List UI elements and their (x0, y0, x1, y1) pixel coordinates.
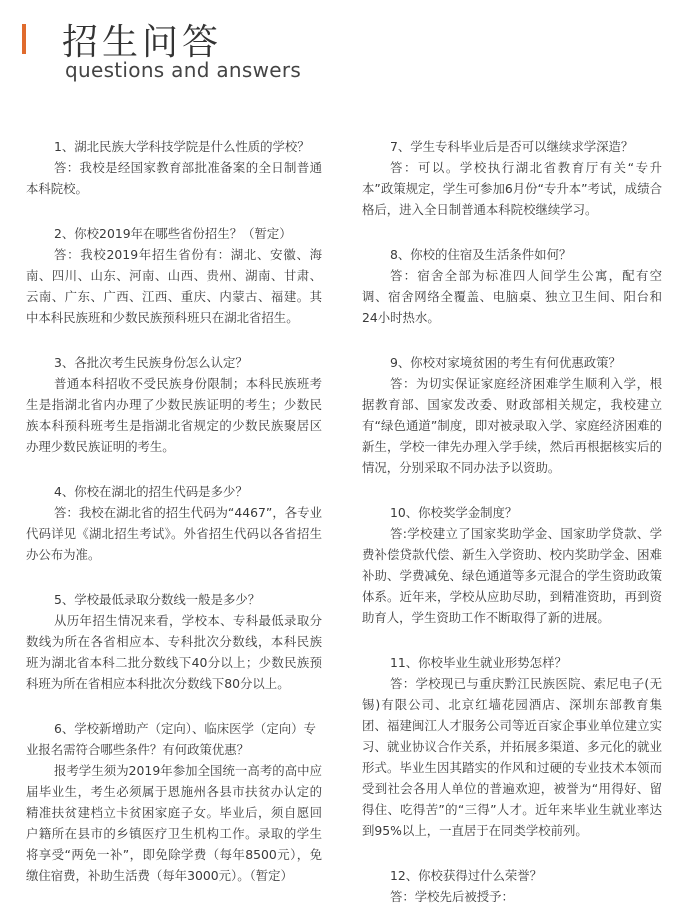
answer: 答：我校2019年招生省份有：湖北、安徽、海南、四川、山东、河南、山西、贵州、湖南、甘肃、云南、广东、广西、江西、重庆、内蒙古、福建。其中本科民族班和少数民族预科班只在湖北省招生。 (26, 247, 322, 325)
answer: 答:学校建立了国家奖助学金、国家助学贷款、学费补偿贷款代偿、新生入学资助、校内奖助学金、困难补助、学费减免、绿色通道等多元混合的学生资助政策体系。近年来，学校从应助尽助，到精准资助，再到资助育人，学生资助工作不断取得了新的进展。 (362, 526, 662, 625)
question: 7、学生专科毕业后是否可以继续求学深造？ (390, 139, 634, 154)
qa-item-1 (26, 136, 322, 199)
qa-item-3 (26, 352, 322, 457)
question: 2、你校2019年在哪些省份招生？（暂定） (54, 226, 292, 241)
answer: 答：宿舍全部为标准四人间学生公寓，配有空调、宿舍网络全覆盖、电脑桌、独立卫生间、阳台和24小时热水。 (362, 268, 662, 325)
qa-item-4 (26, 481, 322, 565)
title-accent-bar (22, 24, 26, 54)
qa-item-10 (362, 502, 662, 628)
left-column (26, 136, 322, 886)
answer: 答：学校现已与重庆黔江民族医院、索尼电子(无锡)有限公司、北京红墙花园酒店、深圳东部教育集团、福建闽江人才服务公司等近百家企事业单位建立实习、就业协议合作关系，并拓展多渠道、多元化的就业形式。毕业生因其踏实的作风和过硬的专业技术本领而受到社会各用人单位的普遍欢迎，被誉为“用得好、留得住、吃得苦”的“三得”人才。近年来毕业生就业率达到95%以上，一直居于在同类学校前列。 (362, 676, 662, 838)
question: 11、你校毕业生就业形势怎样？ (390, 655, 567, 670)
question: 10、你校奖学金制度？ (390, 505, 518, 520)
page-title: 招生问答 (62, 22, 223, 63)
question: 6、学校新增助产（定向）、临床医学（定向）专业报名需符合哪些条件？有何政策优惠？ (26, 721, 316, 757)
question: 1、湖北民族大学科技学院是什么性质的学校？ (54, 139, 310, 154)
question: 5、学校最低录取分数线一般是多少？ (54, 592, 261, 607)
answer: 普通本科招收不受民族身份限制；本科民族班考生是指湖北省内办理了少数民族证明的考生；少数民族本科预科班考生是指湖北省规定的少数民族聚居区办理少数民族证明的考生。 (26, 376, 322, 454)
qa-item-9 (362, 352, 662, 478)
answer: 答：学校先后被授予： (390, 889, 514, 904)
qa-item-8 (362, 244, 662, 328)
right-column (362, 136, 662, 907)
answer: 答：我校是经国家教育部批准备案的全日制普通本科院校。 (26, 160, 322, 196)
qa-item-2 (26, 223, 322, 328)
question: 9、你校对家境贫困的考生有何优惠政策？ (390, 355, 621, 370)
answer: 答：可以。学校执行湖北省教育厅有关“专升本”政策规定，学生可参加6月份“专升本”考试，成绩合格后，进入全日制普通本科院校继续学习。 (362, 160, 662, 217)
answer: 答：为切实保证家庭经济困难学生顺利入学，根据教育部、国家发改委、财政部相关规定，我校建立有“绿色通道”制度，即对被录取入学、家庭经济困难的新生，学校一律先办理入学手续，然后再根据核实后的情况，分别采取不同办法予以资助。 (362, 376, 662, 475)
answer: 答：我校在湖北省的招生代码为“4467”，各专业代码详见《湖北招生考试》。外省招生代码以各省招生办公布为准。 (26, 505, 322, 562)
qa-item-7 (362, 136, 662, 220)
page-subtitle: questions and answers (65, 58, 302, 82)
qa-item-12 (362, 865, 662, 907)
question: 4、你校在湖北的招生代码是多少？ (54, 484, 248, 499)
qa-item-11 (362, 652, 662, 841)
question: 12、你校获得过什么荣誉？ (390, 868, 543, 883)
qa-item-5 (26, 589, 322, 694)
question: 8、你校的住宿及生活条件如何？ (390, 247, 572, 262)
qa-item-6 (26, 718, 322, 886)
answer: 报考学生须为2019年参加全国统一高考的高中应届毕业生，考生必须属于恩施州各县市扶贫办认定的精准扶贫建档立卡贫困家庭子女。毕业后，须自愿回户籍所在县市的乡镇医疗卫生机构工作。录取的学生将享受“两免一补”，即免除学费（每年8500元），免缴住宿费，补助生活费（每年3000元）。（暂定） (26, 763, 322, 883)
question: 3、各批次考生民族身份怎么认定？ (54, 355, 248, 370)
answer: 从历年招生情况来看，学校本、专科最低录取分数线为所在各省相应本、专科批次分数线，本科民族班为湖北省本科二批分数线下40分以上；少数民族预科班为所在省相应本科批次分数线下80分以上。 (26, 613, 322, 691)
